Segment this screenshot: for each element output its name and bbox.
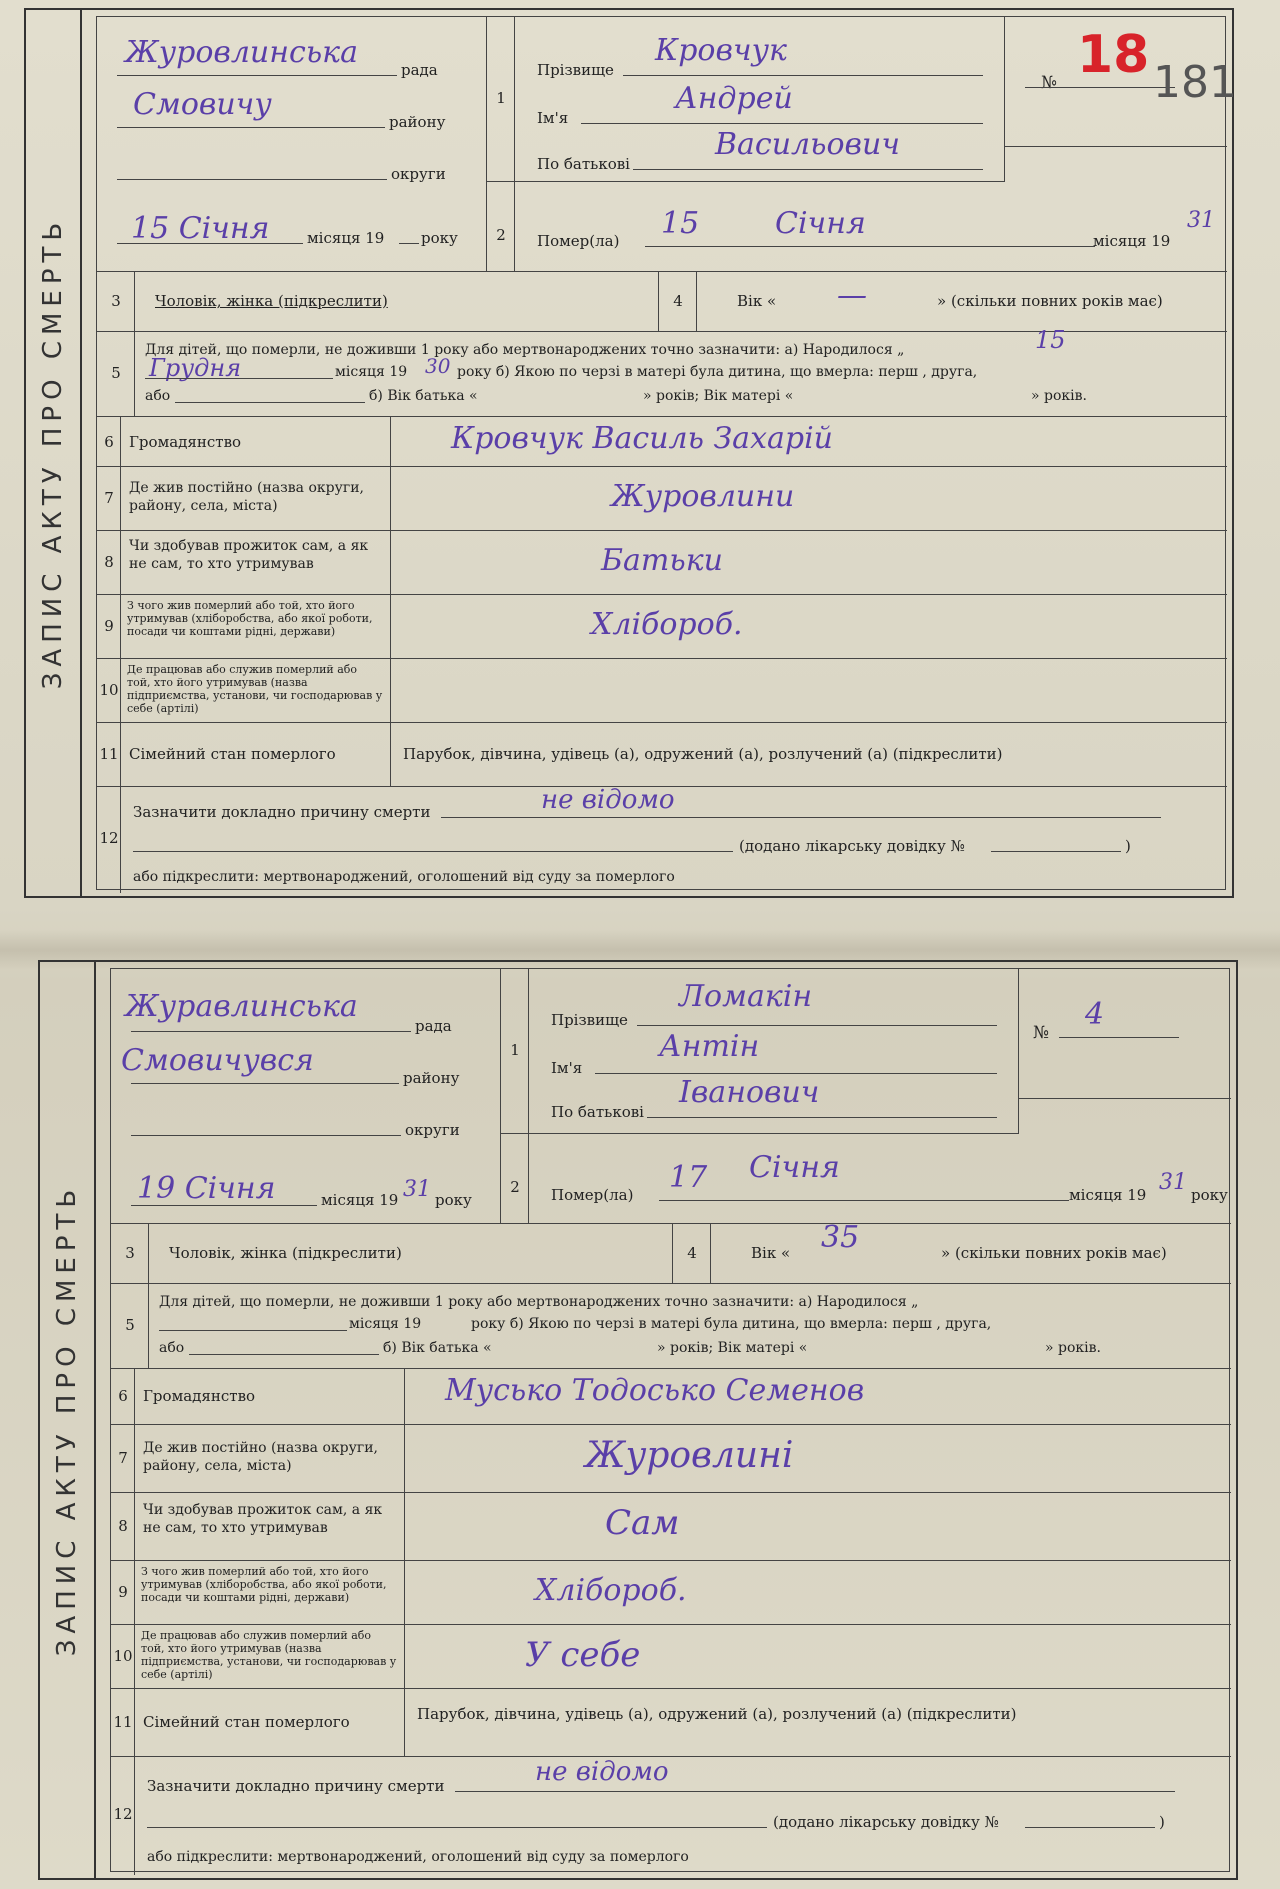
row-7-number: 7 [97, 467, 121, 531]
workplace-value-cell [391, 659, 1227, 723]
provider-label-2: Чи здобував прожиток сам, а як не сам, то хто утримував [143, 1502, 383, 1536]
rada-label-2: рада [415, 1017, 452, 1035]
row-5-number-2: 5 [111, 1284, 149, 1369]
provider-value: Батьки [601, 543, 723, 578]
occupation-value-2: Хлібороб. [535, 1573, 687, 1608]
record-number-2: 4 [1085, 997, 1105, 1032]
cause-label-2: Зазначити докладно причину смерти [147, 1777, 445, 1795]
death-month-value-2: Січня [749, 1150, 840, 1185]
citizenship-value: Кровчук Василь Захарій [451, 421, 833, 456]
patronymic-label-2: По батькові [551, 1103, 644, 1121]
children-line-3d-2: » років. [1045, 1340, 1101, 1356]
marital-label: Сімейний стан померлого [129, 745, 336, 763]
sex-label-2: Чоловік, жінка (підкреслити) [169, 1244, 402, 1262]
provider-value-cell-2 [405, 1493, 1231, 1561]
row-9-number: 9 [97, 595, 121, 659]
row-8-number: 8 [97, 531, 121, 595]
marital-options: Парубок, дівчина, удівець (а), одружений (а), розлучений (а) (підкреслити) [403, 745, 1003, 763]
rada-value: Журовлинська [125, 35, 358, 70]
child-born-month: Грудня [149, 354, 242, 382]
cause-value-2: не відомо [535, 1757, 669, 1787]
age-label: Вік « [737, 292, 777, 310]
row-1-number-2: 1 [501, 969, 529, 1134]
row-12-number-2: 12 [111, 1757, 135, 1875]
provider-label-cell [121, 531, 391, 595]
death-record-form-1 [24, 8, 1237, 898]
marital-options-cell [391, 723, 1227, 787]
row-4-number-2: 4 [673, 1224, 711, 1284]
occupation-label-2: З чого жив померлий або той, хто його утримував (хліборобства, або якої роботи, посади чи коштами рідні, держави) [141, 1565, 387, 1604]
doctor-note-label: (додано лікарську довідку № [739, 837, 965, 855]
children-line-2a-2: місяця 19 [349, 1316, 422, 1332]
death-record-form-2 [38, 960, 1238, 1880]
marital-label-cell-2 [135, 1689, 405, 1757]
occupation-label-cell-2 [135, 1561, 405, 1625]
age-label-2: Вік « [751, 1244, 791, 1262]
citizenship-label: Громадянство [129, 433, 242, 451]
name-value: Андрей [675, 81, 793, 116]
name-block-2 [529, 969, 1019, 1134]
reg-year-label-2: року [435, 1191, 472, 1209]
residence-value-cell [391, 467, 1227, 531]
row-10-number-2: 10 [111, 1625, 135, 1689]
row-1-number: 1 [487, 17, 515, 182]
form-title-2: ЗАПИС АКТУ ПРО СМЕРТЬ [52, 1183, 82, 1657]
surname-label: Прізвище [537, 61, 614, 79]
death-month-label: місяця 19 [1093, 232, 1171, 250]
occupation-label: З чого жив померлий або той, хто його утримував (хліборобства, або якої роботи, посади чи коштами рідні, держави) [127, 599, 373, 638]
marital-label-2: Сімейний стан померлого [143, 1713, 350, 1731]
row-9-number-2: 9 [111, 1561, 135, 1625]
children-block-2 [149, 1284, 1231, 1369]
death-year-value-2: 31 [1159, 1170, 1187, 1195]
marital-options-2: Парубок, дівчина, удівець (а), одружений (а), розлучений (а) (підкреслити) [417, 1705, 1017, 1723]
row-6-number-2: 6 [111, 1369, 135, 1425]
residence-label-cell-2 [135, 1425, 405, 1493]
name-label-2: Ім'я [551, 1059, 583, 1077]
age-value-2: 35 [821, 1220, 860, 1255]
row-3-number-2: 3 [111, 1224, 149, 1284]
children-line-3d: » років. [1031, 388, 1087, 404]
death-date-block-2 [529, 1134, 1231, 1224]
citizenship-label-cell [121, 417, 391, 467]
rayonu-label: району [389, 113, 446, 131]
marital-options-cell-2 [405, 1689, 1231, 1757]
workplace-label-cell-2 [135, 1625, 405, 1689]
row-7-number-2: 7 [111, 1425, 135, 1493]
registry-place-block-2 [111, 969, 501, 1224]
okrugy-label: округи [391, 165, 446, 183]
children-line-3a: або [145, 388, 171, 404]
surname-value: Кровчук [655, 33, 787, 68]
residence-value: Журовлини [611, 479, 795, 514]
died-label-2: Помер(ла) [551, 1186, 634, 1204]
form-body [96, 16, 1237, 890]
workplace-label-cell [121, 659, 391, 723]
provider-label: Чи здобував прожиток сам, а як не сам, то хто утримував [129, 538, 369, 572]
reg-month-label: місяця 19 [307, 229, 385, 247]
record-number: 18 [1077, 25, 1150, 85]
doctor-note-close-2: ) [1159, 1813, 1165, 1831]
citizenship-value-2: Мусько Тодосько Семенов [445, 1373, 865, 1408]
age-suffix-2: » (скільки повних років має) [941, 1244, 1167, 1262]
children-line-3c: » років; Вік матері « [643, 388, 794, 404]
form-side-title [26, 10, 82, 896]
death-month-value: Січня [775, 206, 866, 241]
registry-place-block [97, 17, 487, 272]
record-number-block-2 [1019, 969, 1231, 1099]
residence-value-2: Журовлині [585, 1435, 794, 1476]
cause-label: Зазначити докладно причину смерти [133, 803, 431, 821]
age-suffix: » (скільки повних років має) [937, 292, 1163, 310]
reg-date-value-2: 19 Січня [137, 1171, 276, 1206]
children-block [135, 326, 1227, 417]
rada-label: рада [401, 61, 438, 79]
row-10-number: 10 [97, 659, 121, 723]
workplace-value-cell-2 [405, 1625, 1231, 1689]
residence-label-cell [121, 467, 391, 531]
cause-block-2 [135, 1757, 1231, 1875]
children-line-2a: місяця 19 [335, 364, 408, 380]
number-label: № [1041, 73, 1058, 93]
children-line-3a-2: або [159, 1340, 185, 1356]
doctor-note-close: ) [1125, 837, 1131, 855]
provider-value-2: Сам [605, 1503, 680, 1543]
extra-number: 181 [1153, 57, 1237, 108]
died-label: Помер(ла) [537, 232, 620, 250]
row-11-number-2: 11 [111, 1689, 135, 1757]
row-2-number-2: 2 [501, 1134, 529, 1224]
rayonu-value: Смовичу [133, 87, 272, 122]
citizenship-value-cell [391, 417, 1227, 467]
workplace-label: Де працював або служив померлий або той, хто його утримував (назва підприємства, установи, чи господарював у себе (артілі) [127, 663, 383, 715]
age-block [697, 272, 1227, 332]
child-born-day: 15 [1035, 326, 1066, 354]
occupation-value-cell-2 [405, 1561, 1231, 1625]
record-number-block [1005, 17, 1237, 147]
provider-label-cell-2 [135, 1493, 405, 1561]
rada-value-2: Журавлинська [125, 989, 358, 1024]
sex-label: Чоловік, жінка (підкреслити) [155, 292, 388, 310]
workplace-value-2: У себе [525, 1635, 641, 1675]
citizenship-label-cell-2 [135, 1369, 405, 1425]
okrugy-label-2: округи [405, 1121, 460, 1139]
children-line-3c-2: » років; Вік матері « [657, 1340, 808, 1356]
sex-block-2 [149, 1224, 673, 1284]
row-4-number: 4 [659, 272, 697, 332]
form-side-title-2 [40, 962, 96, 1878]
reg-month-label-2: місяця 19 [321, 1191, 399, 1209]
surname-label-2: Прізвище [551, 1011, 628, 1029]
form-title: ЗАПИС АКТУ ПРО СМЕРТЬ [38, 216, 68, 690]
death-day-value-2: 17 [669, 1160, 708, 1195]
workplace-label-2: Де працював або служив померлий або той, хто його утримував (назва підприємства, установи, чи господарював у себе (артілі) [141, 1629, 397, 1681]
stillborn-label: або підкреслити: мертвонароджений, оголошений від суду за померлого [133, 869, 675, 885]
surname-value-2: Ломакін [679, 979, 813, 1014]
name-value-2: Антін [659, 1029, 760, 1064]
form-body-2 [110, 968, 1230, 1872]
children-line-3b: б) Вік батька « [369, 388, 478, 404]
age-value: — [837, 278, 867, 313]
row-11-number: 11 [97, 723, 121, 787]
death-year-value: 31 [1187, 208, 1215, 233]
patronymic-label: По батькові [537, 155, 630, 173]
reg-year-label: року [421, 229, 458, 247]
row-3-number: 3 [97, 272, 135, 332]
residence-value-cell-2 [405, 1425, 1231, 1493]
children-line-1: Для дітей, що померли, не доживши 1 року або мертвонароджених точно зазначити: а) Народилося „ [145, 342, 905, 358]
row-12-number: 12 [97, 787, 121, 893]
row-5-number: 5 [97, 332, 135, 417]
occupation-value-cell [391, 595, 1227, 659]
occupation-value: Хлібороб. [591, 607, 743, 642]
row-8-number-2: 8 [111, 1493, 135, 1561]
row-6-number: 6 [97, 417, 121, 467]
name-block [515, 17, 1005, 182]
doctor-note-label-2: (додано лікарську довідку № [773, 1813, 999, 1831]
cause-value: не відомо [541, 785, 675, 815]
name-label: Ім'я [537, 109, 569, 127]
patronymic-value: Васильович [715, 127, 900, 162]
children-line-2b: року б) Якою по черзі в матері була дитина, що вмерла: перш , друга, [457, 364, 978, 380]
number-label-2: № [1033, 1023, 1050, 1043]
death-year-label-2: року [1191, 1186, 1228, 1204]
provider-value-cell [391, 531, 1227, 595]
rayonu-value-2: Смовичувся [121, 1043, 314, 1078]
marital-label-cell [121, 723, 391, 787]
rayonu-label-2: району [403, 1069, 460, 1087]
citizenship-value-cell-2 [405, 1369, 1231, 1425]
death-date-block [515, 182, 1227, 272]
stillborn-label-2: або підкреслити: мертвонароджений, оголошений від суду за померлого [147, 1849, 689, 1865]
children-line-1-2: Для дітей, що померли, не доживши 1 року або мертвонароджених точно зазначити: а) Народилося „ [159, 1294, 919, 1310]
child-born-year: 30 [425, 354, 451, 378]
residence-label-2: Де жив постійно (назва округи, району, села, міста) [143, 1440, 378, 1474]
citizenship-label-2: Громадянство [143, 1387, 256, 1405]
death-month-label-2: місяця 19 [1069, 1186, 1147, 1204]
children-line-3b-2: б) Вік батька « [383, 1340, 492, 1356]
row-2-number: 2 [487, 182, 515, 272]
death-day-value: 15 [661, 206, 700, 241]
children-line-2b-2: року б) Якою по черзі в матері була дитина, що вмерла: перш , друга, [471, 1316, 992, 1332]
age-block-2 [711, 1220, 1231, 1284]
reg-year-value-2: 31 [403, 1177, 431, 1202]
residence-label: Де жив постійно (назва округи, району, села, міста) [129, 480, 364, 514]
reg-date-value: 15 Січня [131, 211, 270, 246]
patronymic-value-2: Іванович [679, 1075, 820, 1110]
cause-block [121, 787, 1227, 893]
sex-block [135, 272, 659, 332]
occupation-label-cell [121, 595, 391, 659]
